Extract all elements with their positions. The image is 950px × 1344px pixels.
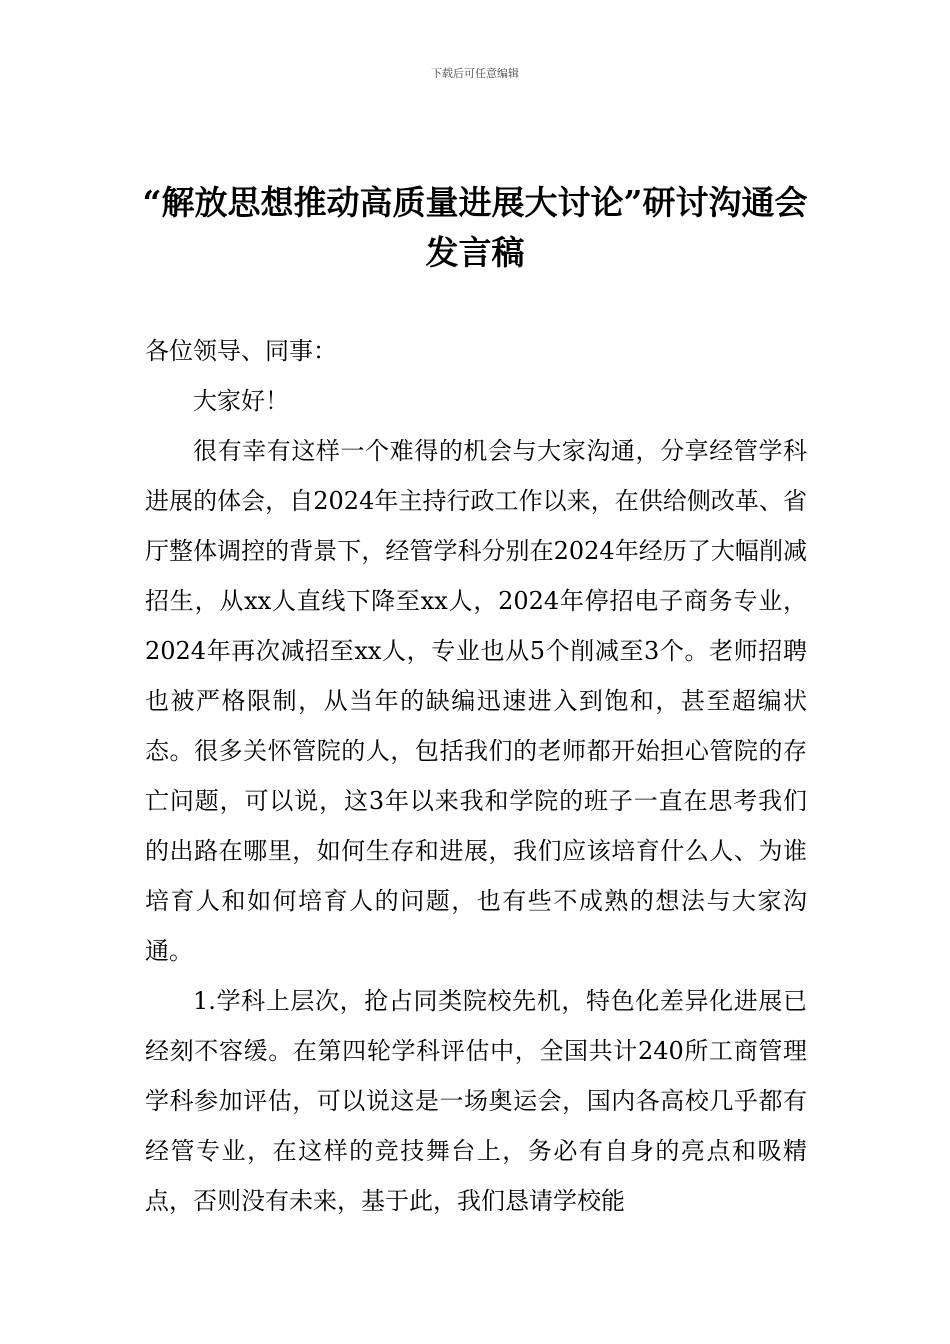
body-paragraph: 很有幸有这样一个难得的机会与大家沟通，分享经管学科进展的体会，自2024年主持行政工作以来，在供给侧改革、省厅整体调控的背景下，经管学科分别在2024年经历了大幅削减招生，从xx人直线下降至xx人，2024年停招电子商务专业，2024年再次减招至xx人，专业也从5个削减至3个。老师招聘也被严格限制，从当年的缺编迅速进入到饱和，甚至超编状态。很多关怀管院的人，包括我们的老师都开始担心管院的存亡问题，可以说，这3年以来我和学院的班子一直在思考我们的出路在哪里，如何生存和进展，我们应该培育什么人、为谁培育人和如何培育人的问题，也有些不成熟的想法与大家沟通。 [145,437,807,965]
body-paragraph: 1.学科上层次，抢占同类院校先机，特色化差异化进展已经刻不容缓。在第四轮学科评估中，全国共计240所工商管理学科参加评估，可以说这是一场奥运会，国内各高校几乎都有经管专业，在这样的竞技舞台上，务必有自身的亮点和吸精点，否则没有未来，基于此，我们恳请学校能 [145,987,807,1215]
greeting: 大家好！ [193,387,289,415]
header-note: 下载后可任意编辑 [431,67,519,80]
document-body [145,326,807,1226]
document-title: “解放思想推动高质量进展大讨论”研讨沟通会发言稿 [142,183,808,272]
salutation: 各位领导、同事： [145,337,337,365]
